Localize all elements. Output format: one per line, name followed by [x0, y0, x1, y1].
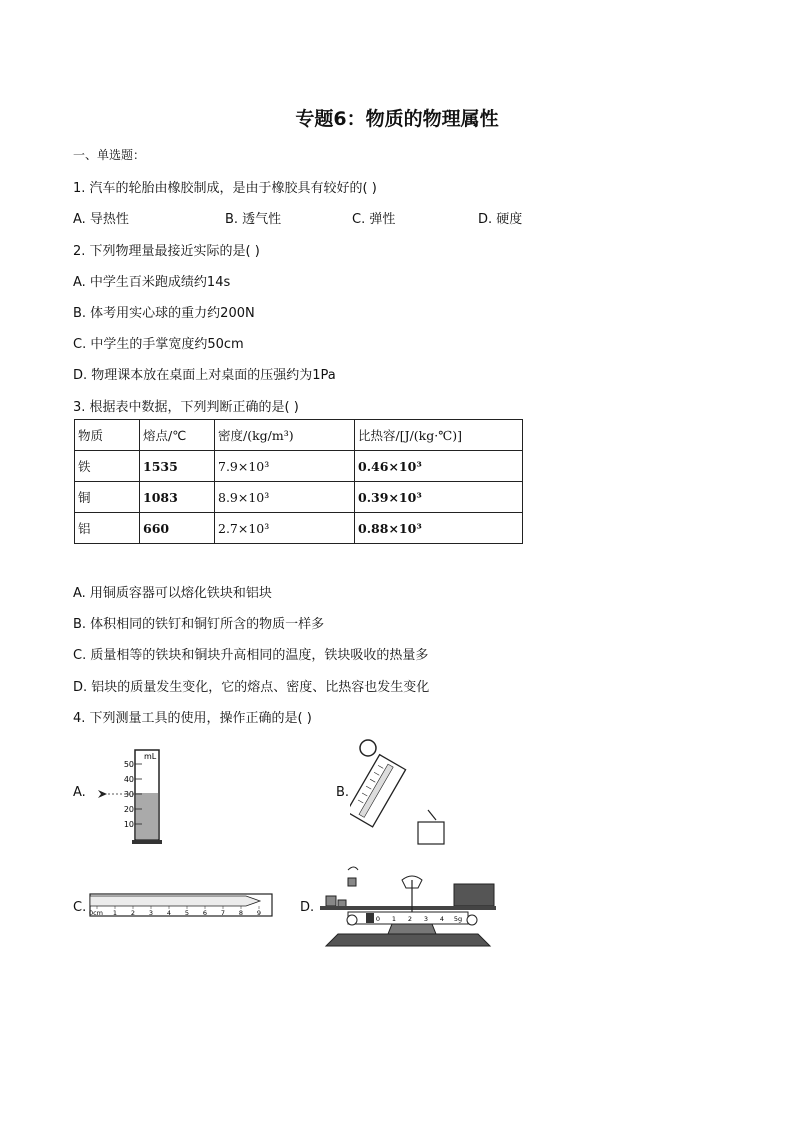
balance-tick-label: 1 — [391, 915, 397, 923]
ruler-tick-label: 1 — [112, 909, 118, 917]
q3-option-c[interactable]: C. 质量相等的铁块和铜块升高相同的温度，铁块吸收的热量多 — [73, 648, 429, 663]
balance-figure — [318, 862, 500, 952]
table-cell: 铝 — [75, 513, 140, 544]
balance-tick-label: 5g — [453, 915, 463, 923]
ruler-tick-label: 9 — [256, 909, 262, 917]
ruler-tick-label: 3 — [148, 909, 154, 917]
table-header-row — [75, 420, 523, 451]
q4-option-b-label[interactable]: B. — [336, 785, 350, 800]
cylinder-tick-label: 40 — [123, 775, 134, 784]
q4-option-c-label[interactable]: C. — [73, 900, 87, 915]
table-cell: 0.46×10³ — [355, 451, 523, 482]
question-2-stem: 2. 下列物理量最接近实际的是( ) — [73, 244, 260, 259]
table-cell: 2.7×10³ — [215, 513, 355, 544]
table-cell: 0.88×10³ — [355, 513, 523, 544]
ruler-figure — [88, 890, 278, 920]
table-header: 比热容/[J/(kg·℃)] — [355, 420, 523, 451]
table-row — [75, 451, 523, 482]
eye-icon — [98, 790, 107, 798]
q1-option-c[interactable]: C. 弹性 — [352, 212, 396, 227]
ruler-tick-label: 0cm — [88, 909, 104, 917]
q3-option-a[interactable]: A. 用铜质容器可以熔化铁块和铝块 — [73, 586, 272, 601]
hand-icon — [348, 867, 358, 870]
table-cell: 0.39×10³ — [355, 482, 523, 513]
q2-option-b[interactable]: B. 体考用实心球的重力约200N — [73, 306, 255, 321]
balance-tick-label: 2 — [407, 915, 413, 923]
q2-option-d[interactable]: D. 物理课本放在桌面上对桌面的压强约为1Pa — [73, 368, 336, 383]
table-row — [75, 482, 523, 513]
q4-option-a-label[interactable]: A. — [73, 785, 86, 800]
table-cell: 1535 — [140, 451, 215, 482]
table-header: 物质 — [75, 420, 140, 451]
balance-tick-label: 3 — [423, 915, 429, 923]
question-1-stem: 1. 汽车的轮胎由橡胶制成，是由于橡胶具有较好的( ) — [73, 181, 377, 196]
table-row — [75, 513, 523, 544]
graduated-cylinder-figure — [92, 745, 172, 847]
table-cell: 铁 — [75, 451, 140, 482]
q2-option-a[interactable]: A. 中学生百米跑成绩约14s — [73, 275, 231, 290]
table-header: 熔点/℃ — [140, 420, 215, 451]
q4-option-d-label[interactable]: D. — [300, 900, 315, 915]
spring-scale-figure — [350, 738, 460, 850]
page-title: 专题6：物质的物理属性 — [295, 108, 499, 130]
q1-option-d[interactable]: D. 硬度 — [478, 212, 523, 227]
table-cell: 660 — [140, 513, 215, 544]
properties-table — [74, 419, 523, 544]
ruler-tick-label: 2 — [130, 909, 136, 917]
section-heading: 一、单选题： — [73, 148, 146, 162]
q3-option-d[interactable]: D. 铝块的质量发生变化，它的熔点、密度、比热容也发生变化 — [73, 680, 430, 695]
question-3-stem: 3. 根据表中数据，下列判断正确的是( ) — [73, 400, 299, 415]
cylinder-tick-label: 20 — [123, 805, 134, 814]
balance-tick-label: 4 — [439, 915, 445, 923]
ruler-tick-label: 8 — [238, 909, 244, 917]
q1-option-b[interactable]: B. 透气性 — [225, 212, 282, 227]
table-cell: 1083 — [140, 482, 215, 513]
table-cell: 8.9×10³ — [215, 482, 355, 513]
table-cell: 铜 — [75, 482, 140, 513]
q3-option-b[interactable]: B. 体积相同的铁钉和铜钉所含的物质一样多 — [73, 617, 325, 632]
cylinder-unit: mL — [144, 752, 157, 761]
cylinder-tick-label: 50 — [123, 760, 134, 769]
q2-option-c[interactable]: C. 中学生的手掌宽度约50cm — [73, 337, 244, 352]
balance-tick-label: 0 — [375, 915, 381, 923]
pencil-icon — [90, 896, 260, 906]
ruler-tick-label: 6 — [202, 909, 208, 917]
cylinder-tick-label: 10 — [123, 820, 134, 829]
ruler-tick-label: 7 — [220, 909, 226, 917]
table-cell: 7.9×10³ — [215, 451, 355, 482]
q1-option-a[interactable]: A. 导热性 — [73, 212, 129, 227]
table-header: 密度/(kg/m³) — [215, 420, 355, 451]
question-4-stem: 4. 下列测量工具的使用，操作正确的是( ) — [73, 711, 312, 726]
ruler-tick-label: 5 — [184, 909, 190, 917]
cylinder-tick-label: 30 — [123, 790, 134, 799]
ruler-tick-label: 4 — [166, 909, 172, 917]
